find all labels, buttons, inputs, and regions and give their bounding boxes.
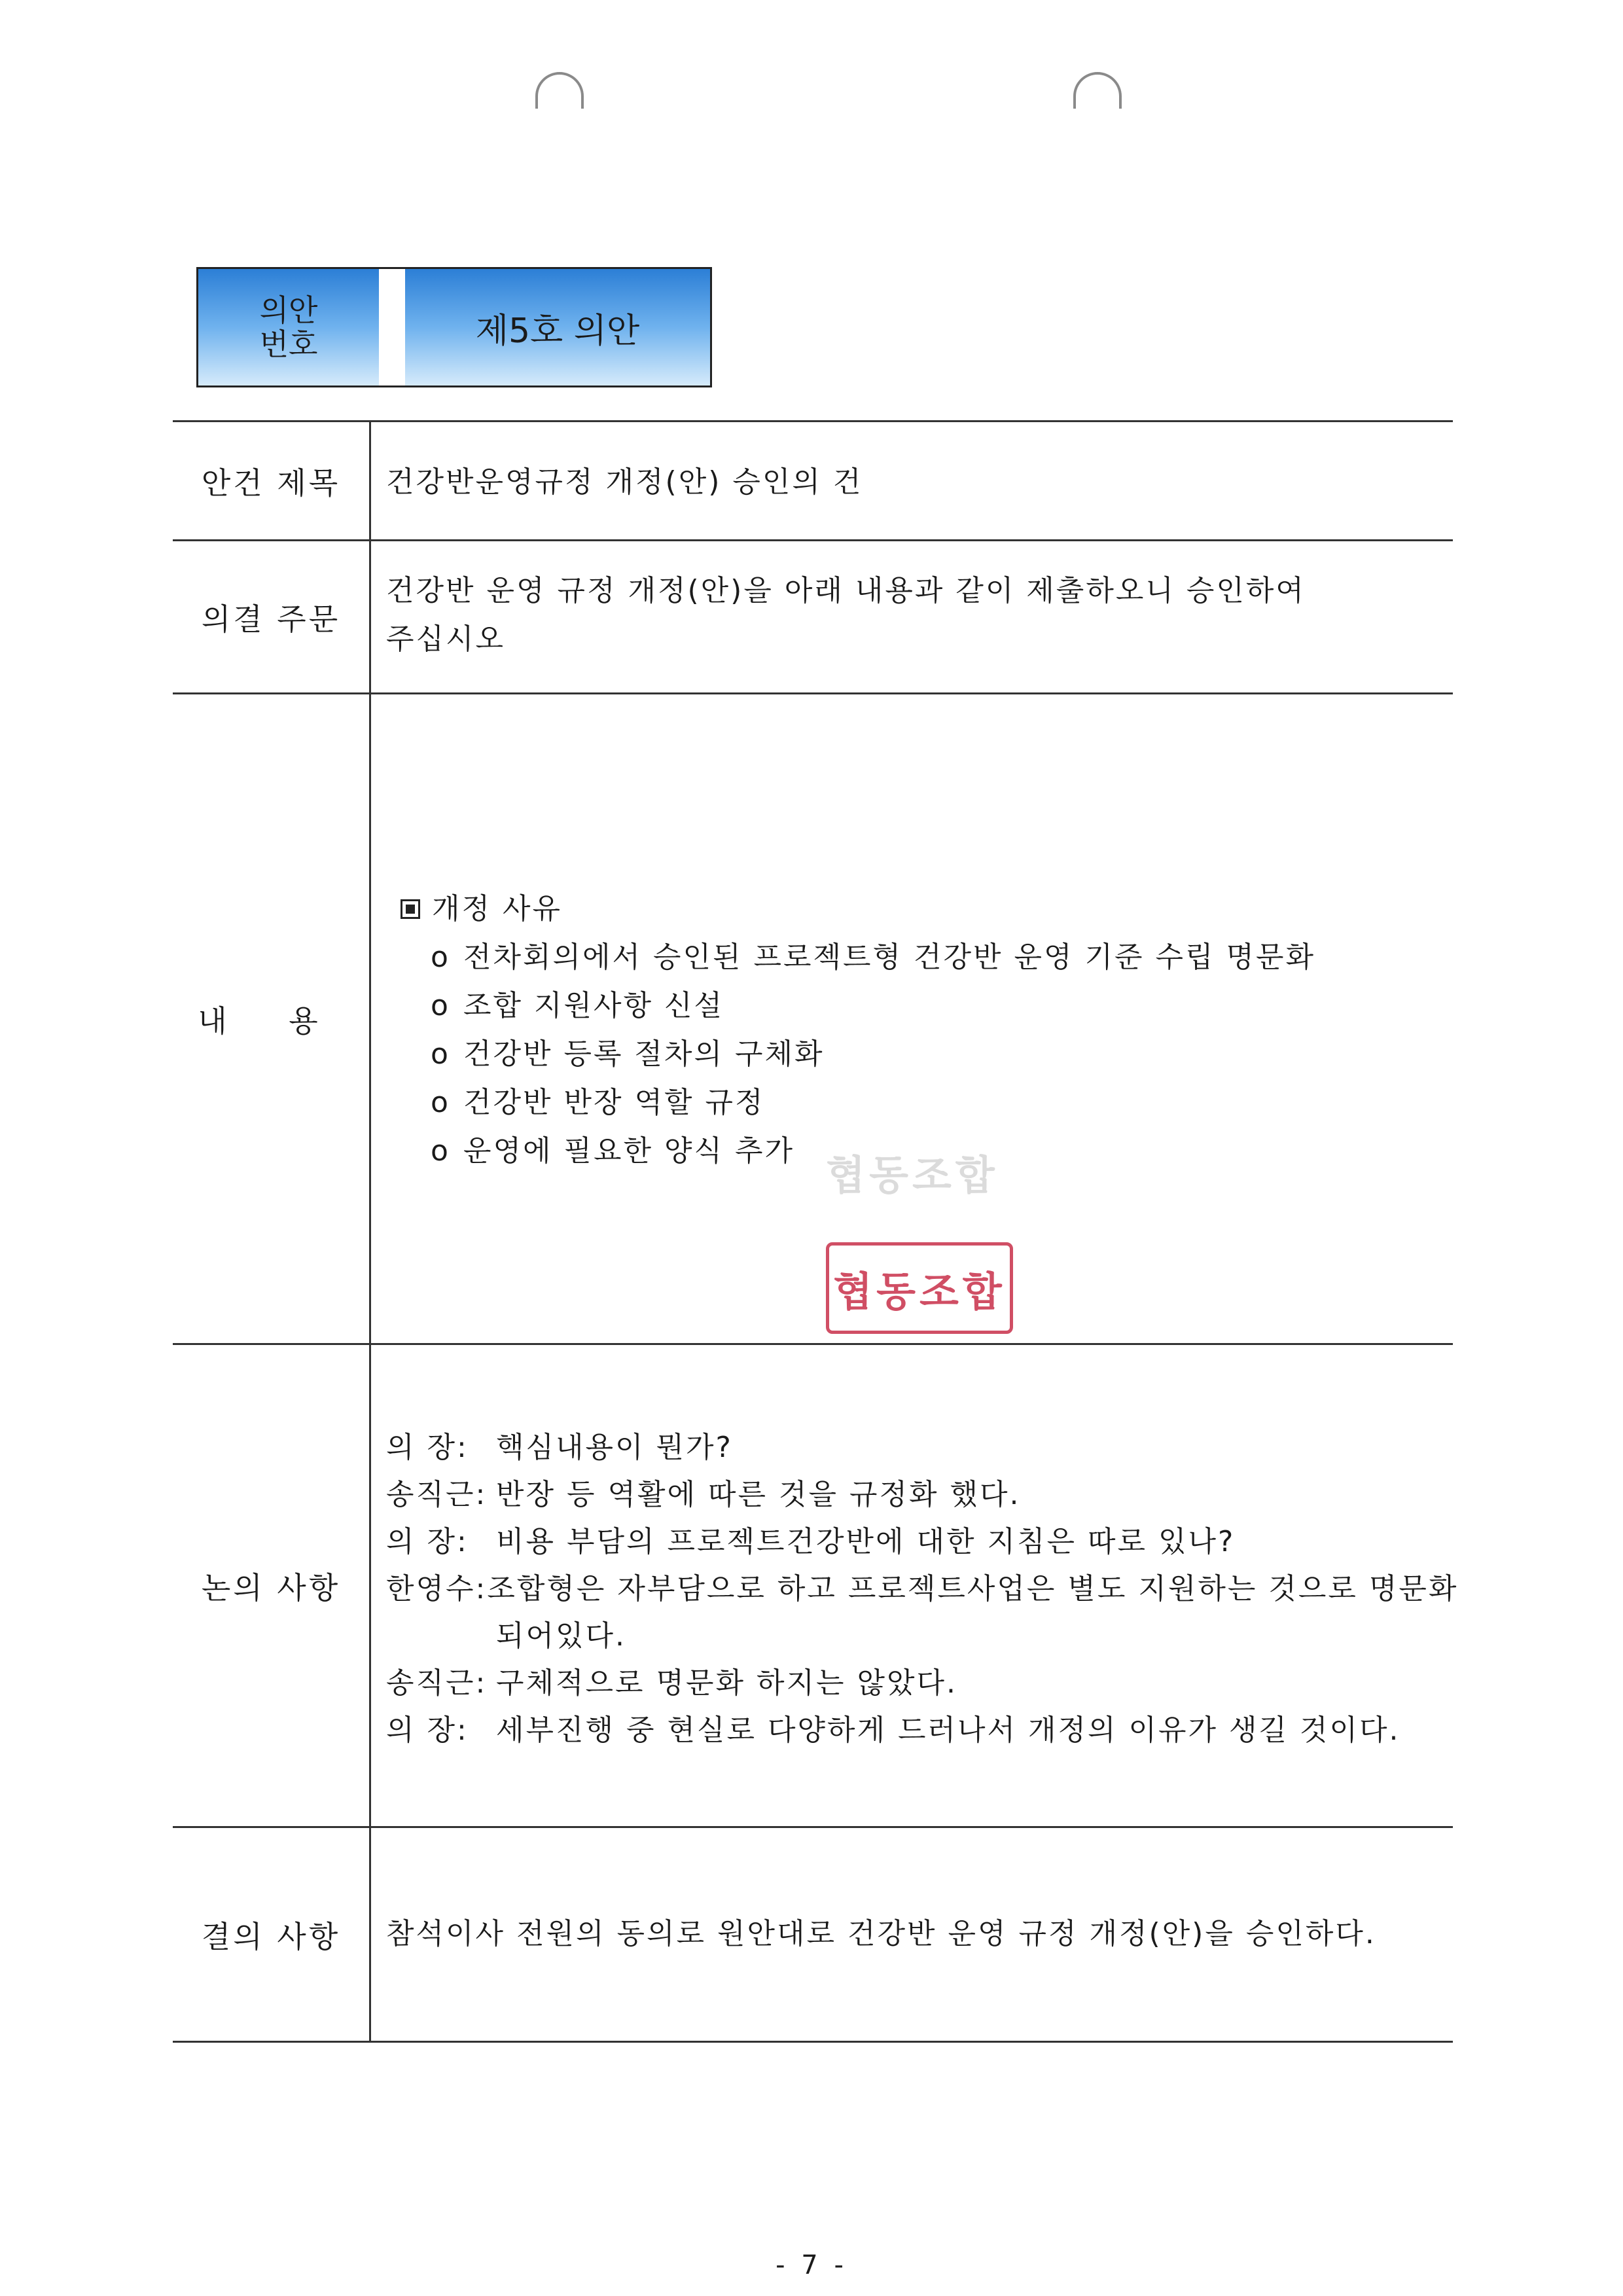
- bullet-mark: o: [431, 1134, 450, 1168]
- discussion-line: [386, 1471, 1446, 1518]
- list-item: [401, 1079, 1461, 1127]
- decision-text: 참석이사 전원의 동의로 원안대로 건강반 운영 규정 개정(안)을 승인하다.: [386, 1917, 1376, 1950]
- speaker: 한영수:: [386, 1572, 488, 1605]
- discussion-label: 논의 사항: [201, 1570, 341, 1605]
- content-label: 내 용: [198, 1003, 344, 1039]
- table-column-divider: [369, 420, 371, 2041]
- list-item: [401, 1030, 1461, 1079]
- remark: 비용 부담의 프로젝트건강반에 대한 지침은 따로 있나?: [496, 1525, 1236, 1558]
- agenda-number-box: [196, 267, 712, 387]
- page-number: - 7 -: [776, 2250, 847, 2280]
- discussion-line: [386, 1707, 1446, 1754]
- discussion-line: [386, 1518, 1446, 1566]
- list-item-text: 건강반 등록 절차의 구체화: [463, 1037, 825, 1071]
- revision-reason-heading: [401, 885, 1461, 933]
- resolution-label: 의결 주문: [201, 601, 341, 637]
- agenda-number-label: [198, 269, 379, 386]
- agenda-label-line1: 의안: [259, 293, 318, 328]
- remark: 되어있다.: [496, 1619, 627, 1653]
- decision-cell: [386, 1910, 1446, 1958]
- table-rule-bottom: [173, 2041, 1453, 2043]
- speaker: 송직근:: [386, 1478, 488, 1511]
- list-item-text: 전차회의에서 승인된 프로젝트형 건강반 운영 기준 수립 명문화: [463, 941, 1316, 974]
- bullet-mark: o: [431, 941, 450, 974]
- bullet-mark: o: [431, 989, 450, 1022]
- title-text: 건강반운영규정 개정(안) 승인의 건: [386, 465, 863, 499]
- header-divider: [379, 269, 405, 386]
- agenda-number-value: 제5호 의안: [405, 269, 710, 386]
- list-item: [401, 933, 1461, 982]
- agenda-label-line2: 번호: [259, 327, 318, 362]
- title-label: 안건 제목: [201, 465, 341, 501]
- speaker: 의 장:: [386, 1431, 469, 1464]
- speaker: 의 장:: [386, 1525, 469, 1558]
- list-item-text: 운영에 필요한 양식 추가: [463, 1134, 794, 1168]
- remark: 핵심내용이 뭔가?: [496, 1431, 733, 1464]
- punch-hole-right: [1073, 72, 1122, 109]
- seal-ghost-impression: 협동조합: [826, 1151, 999, 1199]
- title-cell: [386, 458, 1446, 507]
- resolution-line-1: 건강반 운영 규정 개정(안)을 아래 내용과 같이 제출하오니 승인하여: [386, 574, 1306, 607]
- speaker: [386, 1613, 496, 1660]
- resolution-cell: [386, 567, 1446, 664]
- list-item-text: 조합 지원사항 신설: [463, 989, 724, 1022]
- discussion-line: [386, 1424, 1446, 1471]
- remark: 구체적으로 명문화 하지는 않았다.: [496, 1666, 957, 1700]
- revision-reason-title: 개정 사유: [432, 892, 563, 925]
- resolution-line-2: 주십시오: [386, 622, 506, 656]
- list-item-text: 건강반 반장 역할 규정: [463, 1086, 765, 1119]
- list-item: [401, 982, 1461, 1030]
- bullet-mark: o: [431, 1086, 450, 1119]
- remark: 조합형은 자부담으로 하고 프로젝트사업은 별도 지원하는 것으로 명문화: [487, 1572, 1459, 1605]
- discussion-cell: [386, 1424, 1459, 1754]
- cooperative-seal: 협동조합: [826, 1242, 1013, 1334]
- discussion-line: [386, 1660, 1446, 1707]
- discussion-line: [386, 1566, 1459, 1613]
- discussion-line: [386, 1613, 1446, 1660]
- remark: 반장 등 역활에 따른 것을 규정화 했다.: [496, 1478, 1021, 1511]
- decision-label: 결의 사항: [201, 1918, 341, 1954]
- remark: 세부진행 중 현실로 다양하게 드러나서 개정의 이유가 생길 것이다.: [496, 1713, 1400, 1747]
- bullet-mark: o: [431, 1037, 450, 1071]
- boxed-square-icon: [401, 899, 420, 919]
- punch-hole-left: [535, 72, 584, 109]
- speaker: 의 장:: [386, 1713, 469, 1747]
- speaker: 송직근:: [386, 1666, 488, 1700]
